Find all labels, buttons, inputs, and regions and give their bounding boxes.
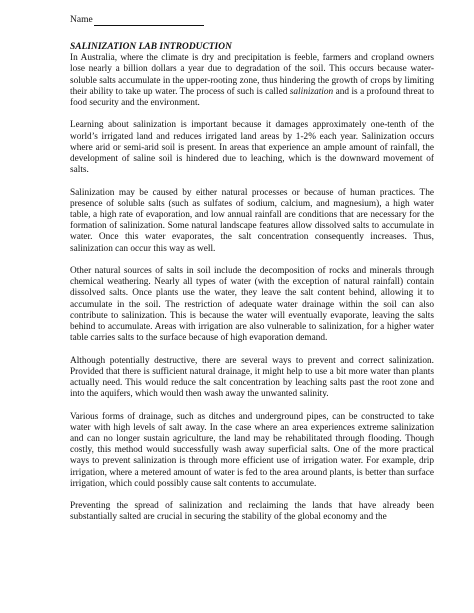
paragraph-1-text-a: In Australia, where the climate is dry and precipitation is feeble, farmers and cropland owners lose nearly a billion dollars a year due to degradation of the soil. This occurs because water-soluble salts accumulate in the upper-rooting zone, thus hindering the growth of crops by limiting their ability to take up water. The process of such is called <box>70 53 434 97</box>
paragraph-1 <box>70 53 434 109</box>
paragraph-2: Learning about salinization is important because it damages approximately one-tenth of the world’s irrigated land and reduces irrigated land areas by 1-2% each year. Salinization occurs where arid or semi-arid soil is present. In areas that experience an ample amount of rainfall, the development of saline soil is hindered due to leaching, which is the downward movement of salts. <box>70 120 434 176</box>
paragraph-3: Salinization may be caused by either natural processes or because of human practices. The presence of soluble salts (such as sulfates of sodium, calcium, and magnesium), a high water table, a high rate of evaporation, and low annual rainfall are conditions that are necessary for the formation of salinization. Some natural landscape features allow dissolved salts to accumulate in water. Once this water evaporates, the salt concentration consequently increases. Thus, salinization can occur this way as well. <box>70 187 434 254</box>
paragraph-5: Although potentially destructive, there are several ways to prevent and correct salinization. Provided that there is sufficient natural drainage, it might help to use a bit more water than plants actually need. This would reduce the salt concentration by leaching salts past the root zone and into the aquifers, which would then wash away the unwanted salinity. <box>70 355 434 400</box>
paragraph-6: Various forms of drainage, such as ditches and underground pipes, can be constructed to take water with high levels of salt away. In the case where an area experiences extreme salinization and can no longer sustain agriculture, the land may be rehabilitated through flooding. Though costly, this method would successfully wash away superficial salts. One of the more practical ways to prevent salinization is through more efficient use of irrigation water. For example, drip irrigation, where a metered amount of water is fed to the area around plants, is better than surface irrigation, which could possibly cause salt contents to accumulate. <box>70 411 434 489</box>
paragraph-1-text-b: and is a profound threat to food security and the environment. <box>70 86 434 109</box>
paragraph-1-term: salinization <box>289 86 334 97</box>
name-blank-line[interactable] <box>94 16 204 26</box>
name-label: Name <box>70 15 93 25</box>
paragraph-4: Other natural sources of salts in soil include the decomposition of rocks and minerals through chemical weathering. Nearly all types of water (with the exception of natural rainfall) contain dissolved salts. Once plants use the water, they leave the salt content behind, allowing it to accumulate in the soil. The restriction of adequate water drainage within the soil can also contribute to salinization. This is because the water will eventually evaporate, leaving the salts behind to accumulate. Areas with irrigation are also vulnerable to salinization, for a higher water table carries salts to the surface because of high evaporation demand. <box>70 266 434 344</box>
paragraph-7: Preventing the spread of salinization and reclaiming the lands that have already been substantially salted are crucial in securing the stability of the global economy and the <box>70 501 434 523</box>
document-title: SALINIZATION LAB INTRODUCTION <box>70 42 232 52</box>
name-field-row <box>70 15 434 26</box>
